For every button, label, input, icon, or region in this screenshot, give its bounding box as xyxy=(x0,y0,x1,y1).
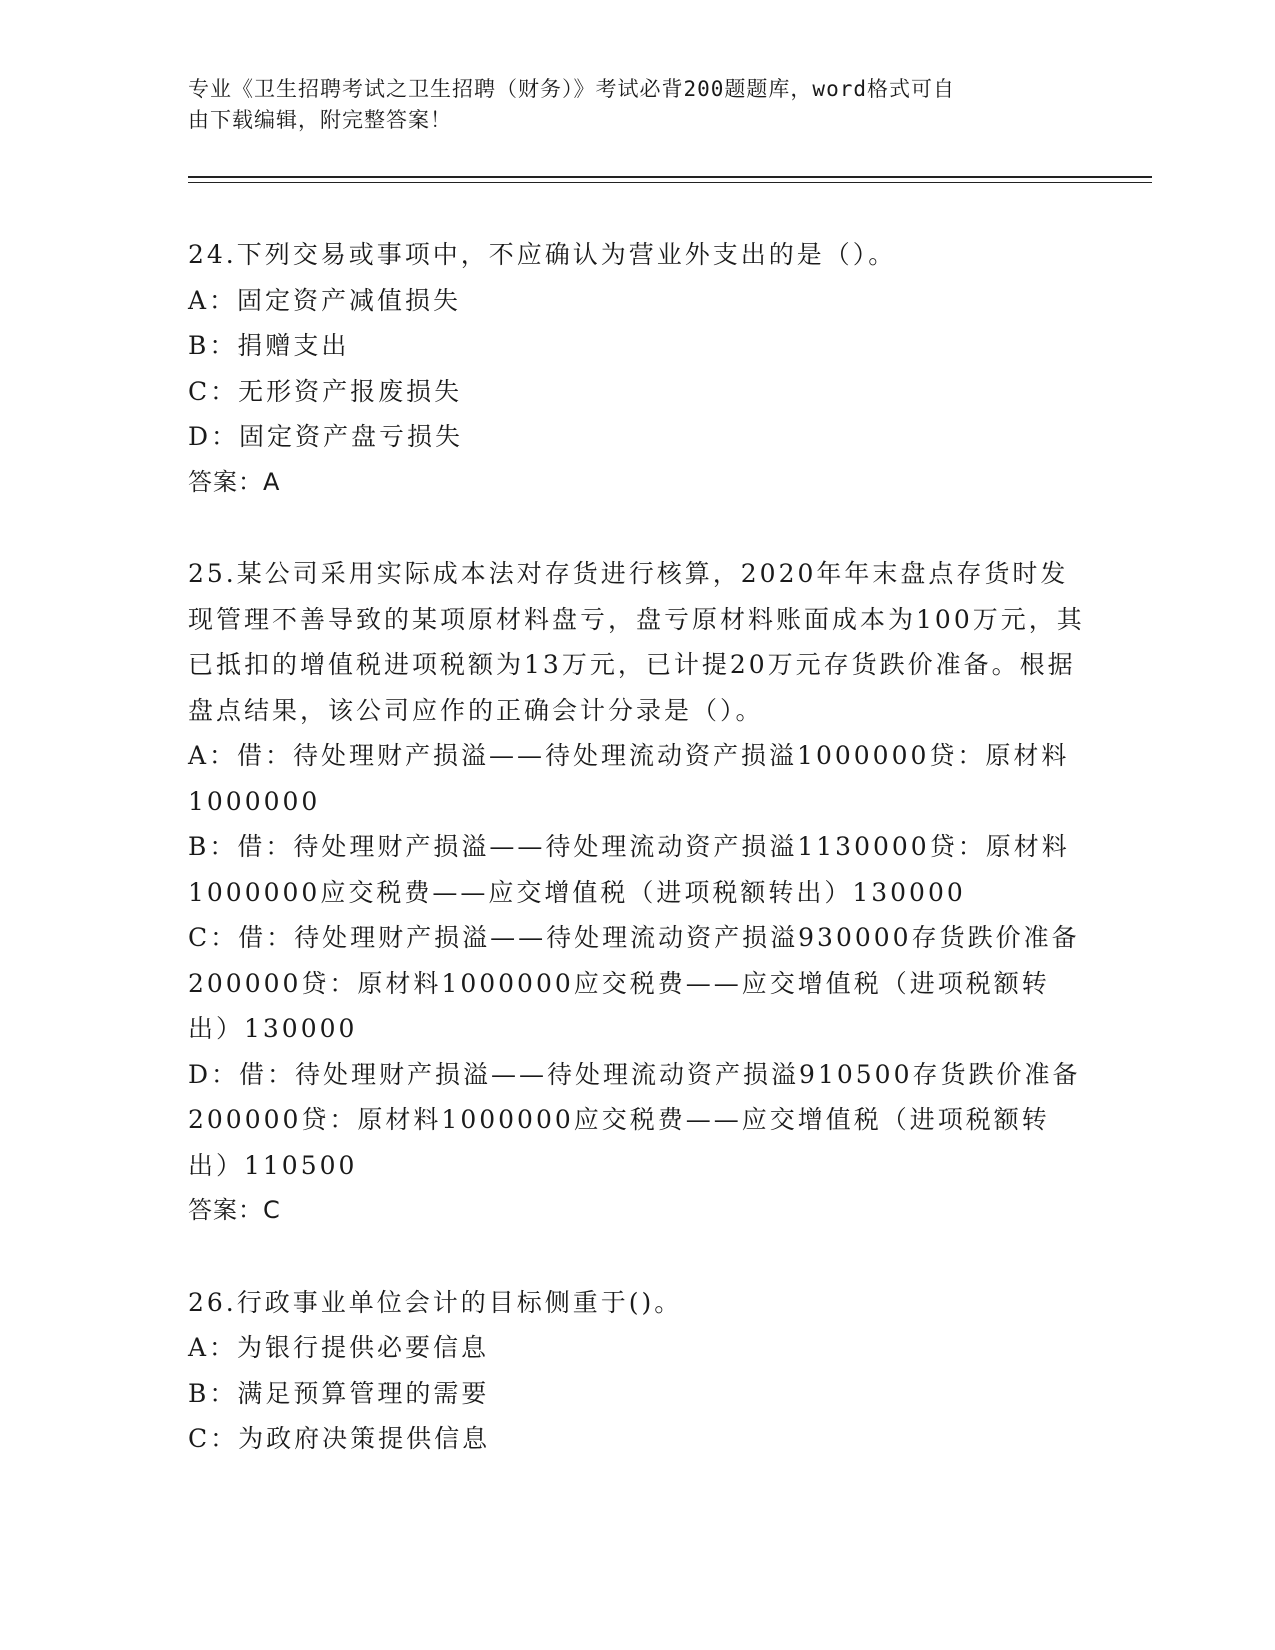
answer-line: 答案：A xyxy=(188,467,281,496)
option-c: C：无形资产报废损失 xyxy=(188,376,463,406)
option-b: B：满足预算管理的需要 xyxy=(188,1378,490,1408)
answer-line: 答案：C xyxy=(188,1196,281,1224)
question-spacer xyxy=(188,505,1088,551)
question-stem: 24.下列交易或事项中，不应确认为营业外支出的是（）。 xyxy=(188,240,897,269)
option-c: C：为政府决策提供信息 xyxy=(188,1424,491,1453)
question-25 xyxy=(188,551,1088,1234)
option-b: B：捐赠支出 xyxy=(188,331,350,360)
question-stem: 26.行政事业单位会计的目标侧重于()。 xyxy=(188,1287,683,1317)
option-a: A：固定资产减值损失 xyxy=(188,285,462,315)
question-26 xyxy=(188,1280,1088,1462)
question-24 xyxy=(188,232,1088,505)
header-divider-top xyxy=(188,176,1152,178)
document-header xyxy=(188,74,1068,136)
option-a: A：借：待处理财产损溢——待处理流动资产损溢1000000贷：原材料1000000 xyxy=(188,741,1070,816)
option-a: A：为银行提供必要信息 xyxy=(188,1333,490,1362)
option-d: D：固定资产盘亏损失 xyxy=(188,422,464,451)
option-c: C：借：待处理财产损溢——待处理流动资产损溢930000存货跌价准备200000贷：原材料1000000应交税费——应交增值税（进项税额转出）130000 xyxy=(188,923,1080,1043)
question-stem: 25.某公司采用实际成本法对存货进行核算，2020年年末盘点存货时发现管理不善导致的某项原材料盘亏，盘亏原材料账面成本为100万元，其已抵扣的增值税进项税额为13万元，已计提20万元存货跌价准备。根据盘点结果，该公司应作的正确会计分录是（）。 xyxy=(188,559,1085,725)
option-d: D：借：待处理财产损溢——待处理流动资产损溢910500存货跌价准备200000贷：原材料1000000应交税费——应交增值税（进项税额转出）110500 xyxy=(188,1059,1081,1180)
header-line-2: 由下载编辑，附完整答案！ xyxy=(188,108,452,132)
question-list xyxy=(188,232,1088,1462)
header-line-1: 专业《卫生招聘考试之卫生招聘（财务）》考试必背200题题库，word格式可自 xyxy=(188,77,955,101)
question-spacer xyxy=(188,1234,1088,1280)
option-b: B：借：待处理财产损溢——待处理流动资产损溢1130000贷：原材料1000000应交税费——应交增值税（进项税额转出）130000 xyxy=(188,832,1070,907)
header-divider-bottom xyxy=(188,182,1152,183)
